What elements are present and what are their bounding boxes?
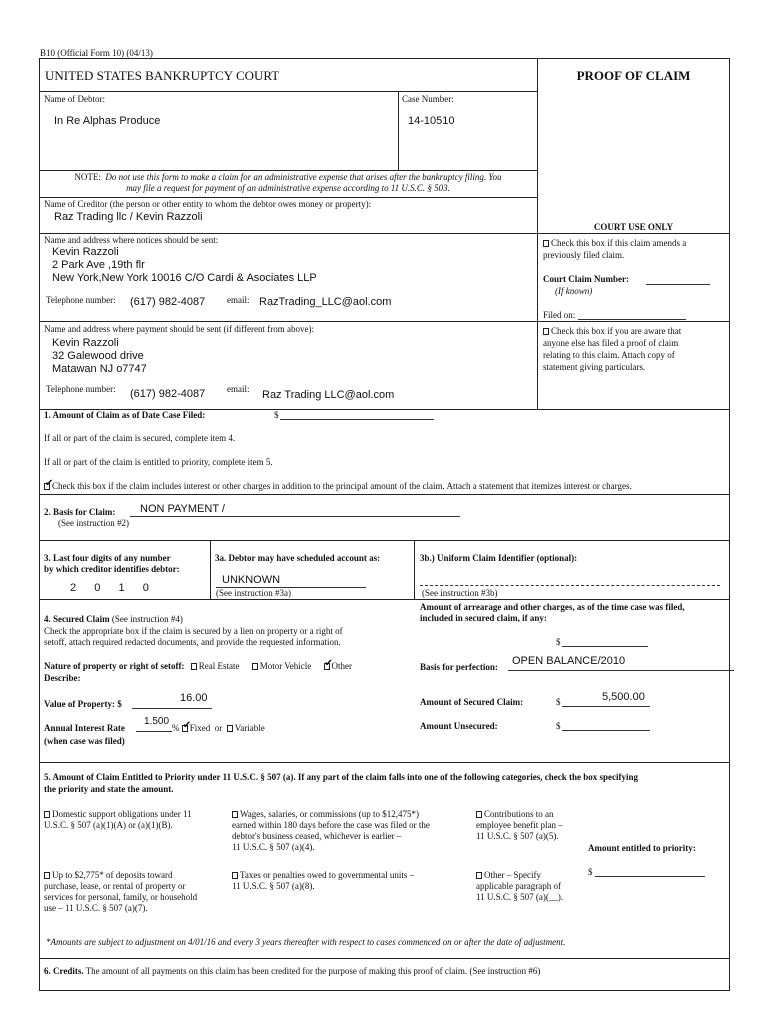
interest-rate-label: Annual Interest Rate (44, 723, 125, 733)
payment-tel-label: Telephone number: (46, 384, 116, 394)
wages-checkbox[interactable] (232, 811, 238, 818)
value-of-property-field[interactable]: 16.00 (180, 692, 208, 704)
amends-section: Check this box if this claim amends a previously filed claim. (543, 238, 687, 260)
value-underline (132, 708, 212, 709)
basis-for-perfection-field[interactable]: OPEN BALANCE/2010 (512, 655, 626, 667)
s3a-instruction: (See instruction #3a) (216, 588, 291, 598)
describe-label: Describe: (44, 673, 81, 683)
other-priority-checkbox[interactable] (476, 872, 482, 879)
if-known-label: (If known) (555, 286, 593, 296)
s6-credits: 6. Credits. The amount of all payments on this claim has been credited for the purpose of making this proof of claim. (See instruction #6) (44, 966, 541, 976)
aware-section: Check this box if you are aware that anyone else has filed a proof of claim relating to this claim. Attach copy of statement giving particulars. (543, 326, 682, 372)
perfection-label: Basis for perfection: (420, 662, 498, 672)
priority-wages: Wages, salaries, or commissions (up to $12,475*) earned within 180 days before the case was filed or the debtor's business ceased, whichever is earlier – 11 U.S.C. § 507 (a)(4). (232, 809, 430, 852)
s1-interest-row: ✔Check this box if the claim includes interest or other charges in addition to the principal amount of the claim. Attach a statement that itemizes interest or charges. (44, 481, 632, 491)
priority-amount-field[interactable] (595, 876, 705, 877)
s1-dollar: $ (274, 410, 279, 420)
s3b-title: 3b.) Uniform Claim Identifier (optional): (420, 553, 578, 563)
notices-tel-field[interactable]: (617) 982-4087 (130, 296, 206, 308)
arrearage-label: Amount of arrearage and other charges, as of the time case was filed, included in secured claim, if any: (420, 602, 685, 623)
priority-deposits: Up to $2,775* of deposits toward purchase, lease, or rental of property or services for personal, family, or household use – 11 U.S.C. § 507 (a)(7). (44, 870, 198, 913)
s3a-title: 3a. Debtor may have scheduled account as: (215, 553, 381, 563)
s2-title: 2. Basis for Claim: (44, 507, 116, 517)
fixed-checkbox[interactable] (182, 725, 188, 732)
unsecured-field[interactable] (562, 730, 650, 731)
s2-instruction: (See instruction #2) (58, 518, 129, 528)
court-claim-number-label: Court Claim Number: (543, 274, 629, 284)
aware-checkbox[interactable] (543, 328, 549, 335)
s1-priority-note: If all or part of the claim is entitled to priority, complete item 5. (44, 457, 273, 467)
case-number-field[interactable]: 14-10510 (408, 115, 455, 127)
form-id: B10 (Official Form 10) (04/13) (40, 48, 153, 58)
arrearage-field[interactable] (562, 646, 648, 647)
amends-checkbox[interactable] (543, 240, 549, 247)
deposits-checkbox[interactable] (44, 872, 50, 879)
s3b-instruction: (See instruction #3b) (422, 588, 498, 598)
arrearage-dollar: $ (556, 637, 561, 647)
note: NOTE: Do not use this form to make a claim for an administrative expense that arises after the bankruptcy filing. You may file a request for payment of an administrative expense according to 11 U.S.C. § 503. (74, 172, 502, 193)
variable-checkbox[interactable] (227, 725, 233, 732)
contributions-checkbox[interactable] (476, 811, 482, 818)
proof-of-claim-title: PROOF OF CLAIM (576, 68, 691, 83)
perfection-underline (508, 670, 734, 671)
payment-address-field[interactable]: Kevin Razzoli 32 Galewood drive Matawan NJ o7747 (52, 337, 147, 375)
notices-address-field[interactable]: Kevin Razzoli 2 Park Ave ,19th flr New York,New York 10016 C/O Cardi & Asociates LLP (52, 246, 317, 284)
priority-contributions: Contributions to an employee benefit plan – 11 U.S.C. § 507 (a)(5). (476, 809, 563, 841)
secured-claim-label: Amount of Secured Claim: (420, 697, 524, 707)
s4-title-row: 4. Secured Claim (See instruction #4) (44, 614, 183, 624)
creditor-name-field[interactable]: Raz Trading llc / Kevin Razzoli (54, 211, 203, 223)
s5-title: 5. Amount of Claim Entitled to Priority under 11 U.S.C. § 507 (a). If any part of the claim falls into one of the following categories, check the box specifying the priority and state the amount. (44, 772, 639, 794)
payment-email-label: email: (227, 384, 250, 394)
notices-email-label: email: (227, 295, 250, 305)
priority-domestic-support: Domestic support obligations under 11 U.S.C. § 507 (a)(1)(A) or (a)(1)(B). (44, 809, 192, 830)
rate-underline (136, 731, 172, 732)
uniform-claim-identifier-field[interactable] (420, 585, 720, 586)
s1-secured-note: If all or part of the claim is secured, complete item 4. (44, 433, 236, 443)
priority-other: Other – Specify applicable paragraph of 11 U.S.C. § 507 (a)(__). (476, 870, 564, 902)
creditor-label: Name of Creditor (the person or other entity to whom the debtor owes money or property): (44, 199, 372, 209)
s5-footnote: *Amounts are subject to adjustment on 4/01/16 and every 3 years thereafter with respect to cases commenced on or after the date of adjustment. (46, 937, 566, 947)
payment-tel-field[interactable]: (617) 982-4087 (130, 388, 206, 400)
priority-taxes: Taxes or penalties owed to governmental units – 11 U.S.C. § 507 (a)(8). (232, 870, 415, 891)
secured-claim-field[interactable]: 5,500.00 (602, 691, 645, 703)
basis-for-claim-field[interactable]: NON PAYMENT / (140, 503, 225, 515)
debtor-label: Name of Debtor: (44, 94, 105, 104)
nature-of-property-row: Nature of property or right of setoff: Real Estate Motor Vehicle ✔ Other (44, 661, 352, 671)
notices-tel-label: Telephone number: (46, 295, 116, 305)
notices-email-field[interactable]: RazTrading_LLC@aol.com (259, 296, 392, 308)
other-checkbox[interactable] (324, 663, 330, 670)
court-use-only: COURT USE ONLY (593, 222, 674, 232)
filed-on-label: Filed on: (543, 310, 576, 320)
case-number-label: Case Number: (402, 94, 454, 104)
s1-title: 1. Amount of Claim as of Date Case Filed: (44, 410, 206, 420)
payment-email-field[interactable]: Raz Trading LLC@aol.com (262, 389, 395, 401)
payment-label: Name and address where payment should be sent (if different from above): (44, 324, 314, 334)
when-case-filed: (when case was filed) (44, 736, 125, 746)
s1-amount-field[interactable] (280, 419, 434, 420)
court-title: UNITED STATES BANKRUPTCY COURT (45, 68, 280, 83)
secured-dollar: $ (556, 697, 561, 707)
last-four-digits-field[interactable]: 2 0 1 0 (70, 582, 153, 594)
real-estate-checkbox[interactable] (191, 663, 197, 670)
value-of-property-label: Value of Property: $ (44, 699, 122, 709)
domestic-support-checkbox[interactable] (44, 811, 50, 818)
interest-checkbox[interactable] (44, 483, 50, 490)
court-claim-number-field[interactable] (646, 284, 710, 285)
unsecured-dollar: $ (556, 721, 561, 731)
scheduled-account-field[interactable]: UNKNOWN (222, 574, 281, 586)
s4-description: Check the appropriate box if the claim is secured by a lien on property or a right of setoff, attach required redacted documents, and provide the requested information. (44, 626, 343, 647)
filed-on-field[interactable] (578, 319, 686, 320)
amount-entitled-priority-label: Amount entitled to priority: (588, 843, 696, 853)
s3-title: 3. Last four digits of any number by which creditor identifies debtor: (44, 553, 180, 574)
interest-rate-field[interactable]: 1.500 (144, 716, 170, 727)
secured-underline (562, 706, 650, 707)
debtor-name-field[interactable]: In Re Alphas Produce (54, 115, 161, 127)
notices-label: Name and address where notices should be sent: (44, 235, 219, 245)
taxes-checkbox[interactable] (232, 872, 238, 879)
priority-dollar: $ (588, 867, 593, 877)
unsecured-label: Amount Unsecured: (420, 721, 498, 731)
motor-vehicle-checkbox[interactable] (252, 663, 258, 670)
rate-type-row: % ✔ Fixed or Variable (172, 723, 265, 733)
basis-underline (130, 516, 460, 517)
